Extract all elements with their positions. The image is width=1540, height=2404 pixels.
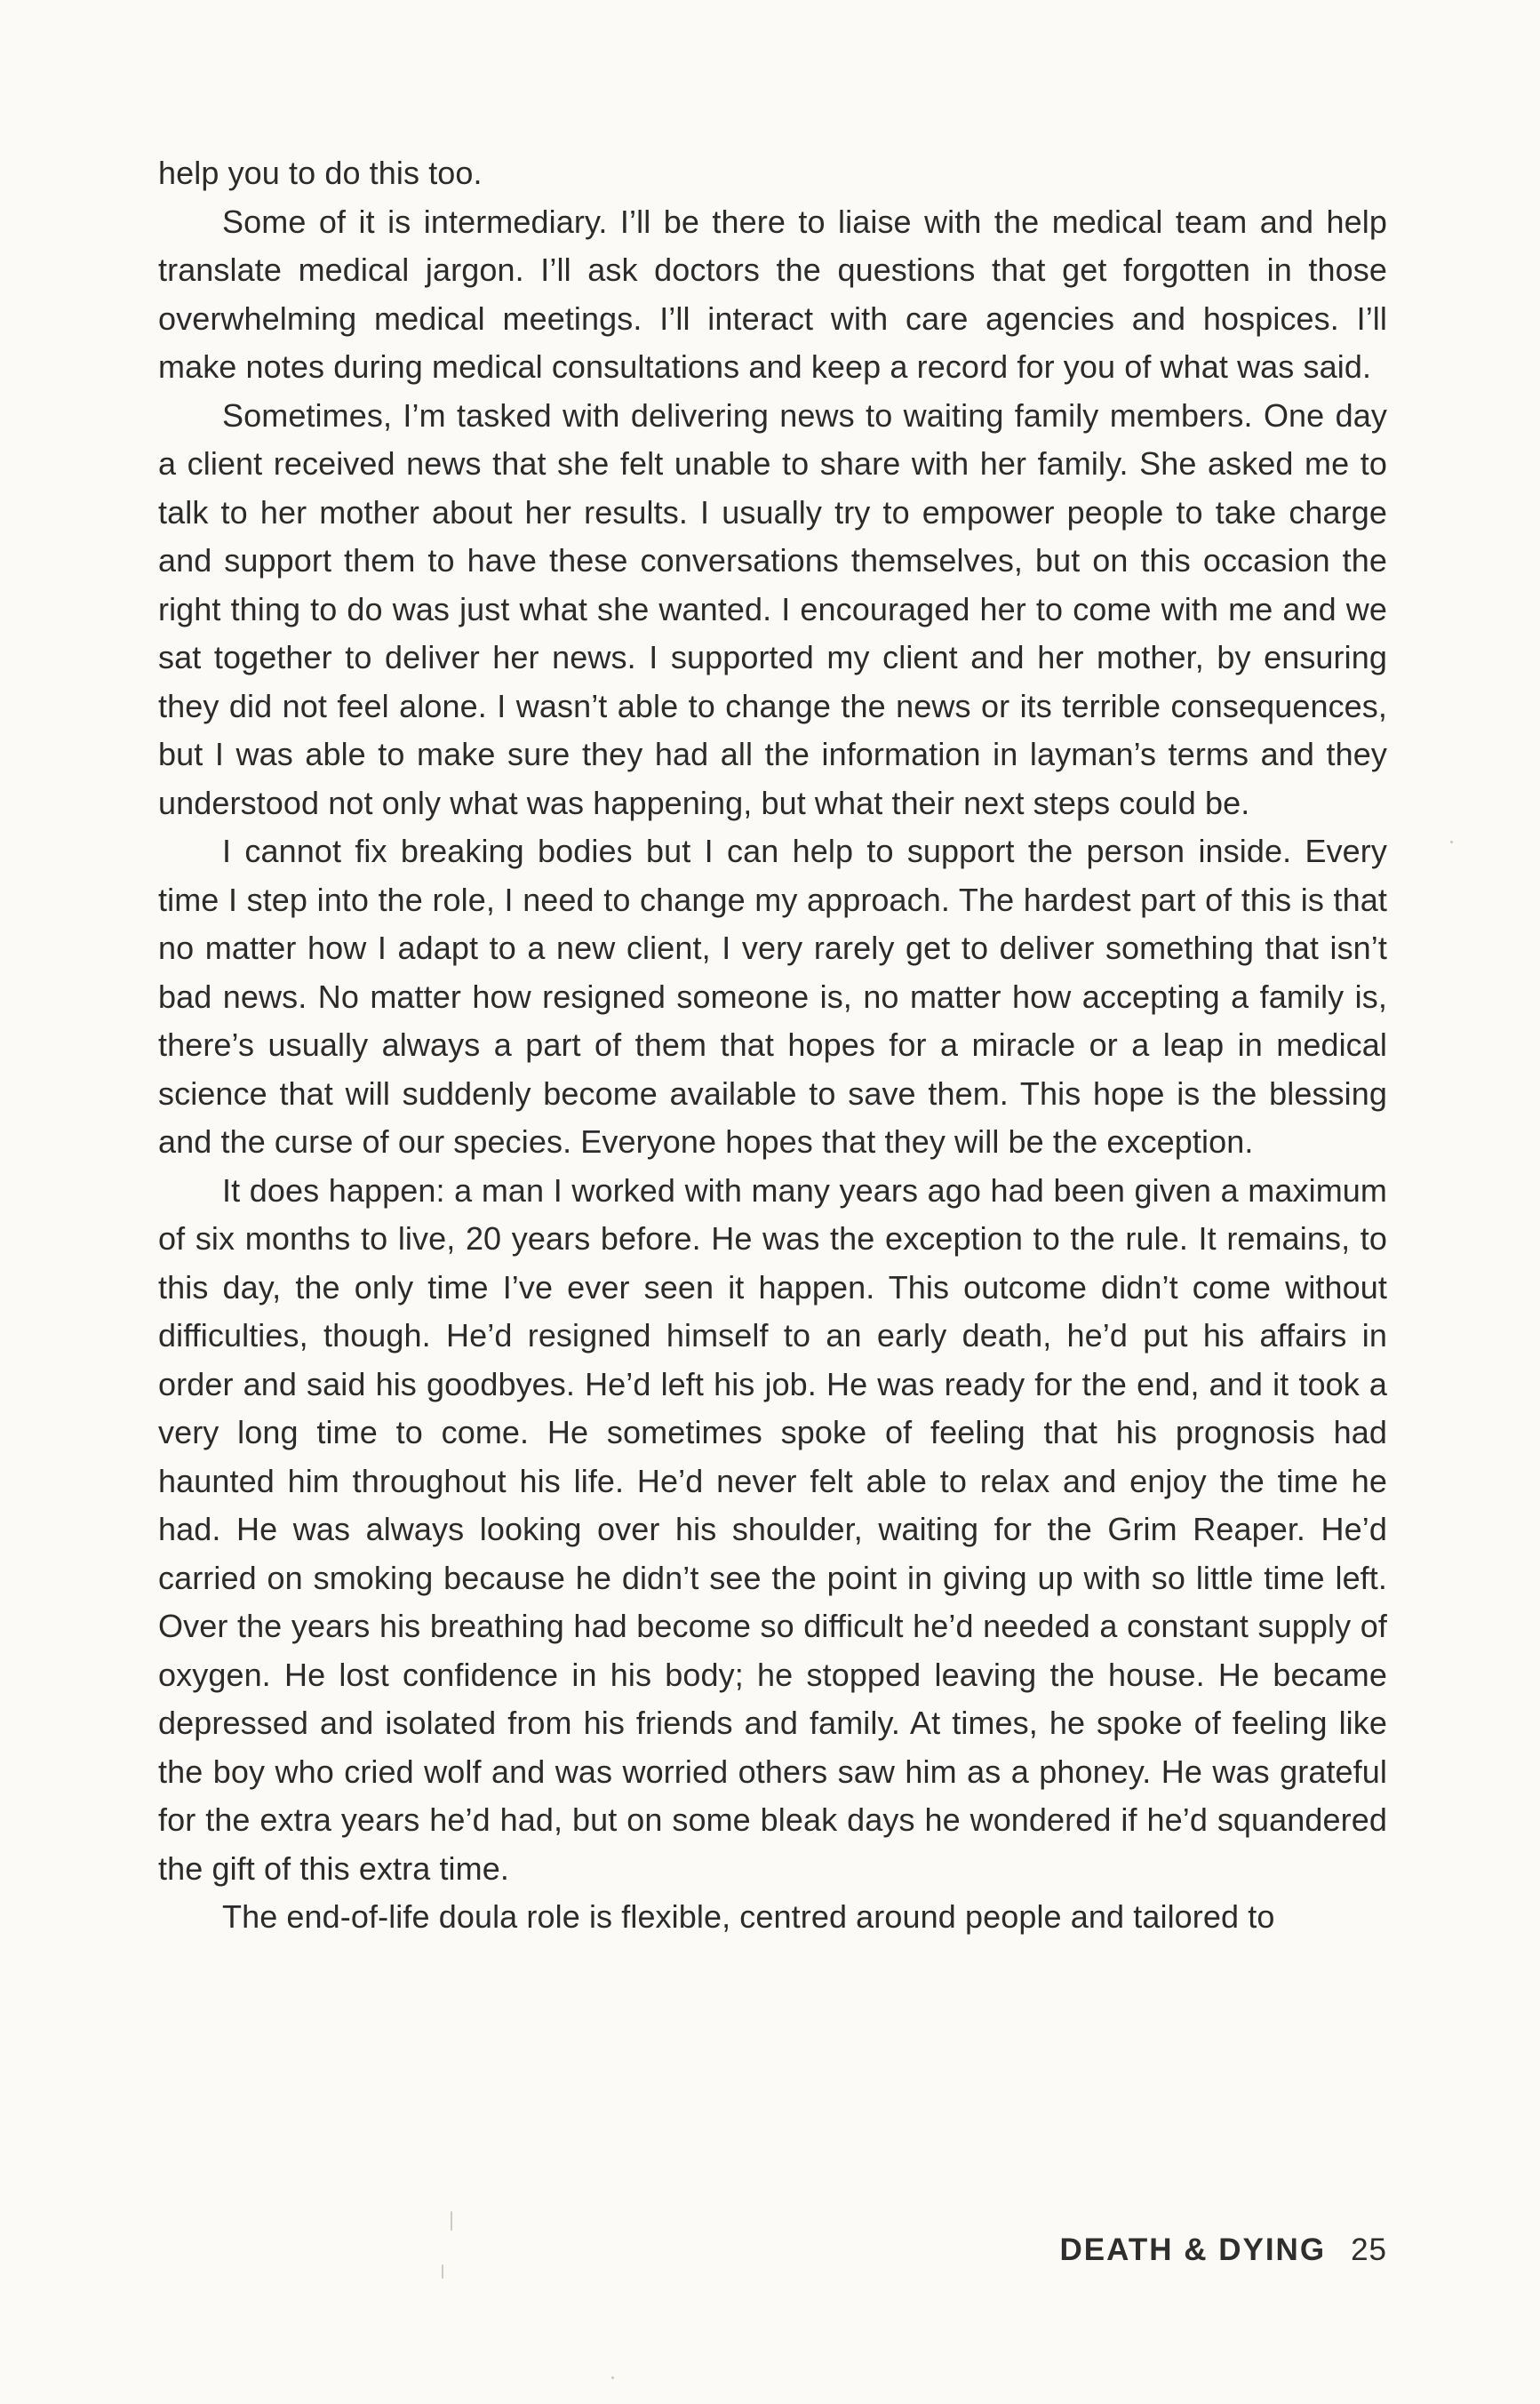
scan-speck [451,2211,452,2231]
paragraph-intermediary: Some of it is intermediary. I’ll be there to liaise with the medical team and help translate medical jargon. I’ll ask doctors the questions that get forgotten in those overwhelming medical meetings. I’ll interact with care agencies and hospices. I’ll make notes during medical consultations and keep a record for you of what was said. [158,203,1387,385]
scan-speck [442,2264,443,2279]
scan-speck [1450,841,1453,843]
paragraph-exception: It does happen: a man I worked with many years ago had been given a maximum of six months to live, 20 years before. He was the exception to the rule. It remains, to this day, the only time I’ve ever seen it happen. This outcome didn’t come without difficulties, though. He’d resigned himself to an early death, he’d put his affairs in order and said his goodbyes. He’d left his job. He was ready for the end, and it took a very long time to come. He sometimes spoke of feeling that his prognosis had haunted him throughout his life. He’d never felt able to relax and enjoy the time he had. He was always looking over his shoulder, waiting for the Grim Reaper. He’d carried on smoking because he didn’t see the point in giving up with so little time left. Over the years his breathing had become so difficult he’d needed a constant supply of oxygen. He lost confidence in his body; he stopped leaving the house. He became depressed and isolated from his friends and family. At times, he spoke of feeling like the boy who cried wolf and was worried others saw him as a phoney. He was grateful for the extra years he’d had, but on some bleak days he wondered if he’d squandered the gift of this extra time. [158,1171,1387,1887]
body-text [158,149,1387,1942]
paragraph-doula-role: The end-of-life doula role is flexible, centred around people and tailored to [222,1898,1275,1935]
paragraph-continuation: help you to do this too. [158,155,483,191]
page-number: 25 [1351,2232,1387,2267]
paragraph-delivering-news: Sometimes, I’m tasked with delivering news to waiting family members. One day a client received news that she felt unable to share with her family. She asked me to talk to her mother about her results. I usually try to empower people to take charge and support them to have these conversations themselves, but on this occasion the right thing to do was just what she wanted. I encouraged her to come with me and we sat together to deliver her news. I supported my client and her mother, by ensuring they did not feel alone. I wasn’t able to change the news or its terrible consequences, but I was able to make sure they had all the information in layman’s terms and they understood not only what was happening, but what their next steps could be. [158,396,1387,821]
running-footer [1060,2232,1387,2268]
section-title: DEATH & DYING [1059,2232,1327,2267]
scan-speck [611,2376,614,2379]
paragraph-support-person: I cannot fix breaking bodies but I can help to support the person inside. Every time I step into the role, I need to change my approach. The hardest part of this is that no matter how I adapt to a new client, I very rarely get to deliver something that isn’t bad news. No matter how resigned someone is, no matter how accepting a family is, there’s usually always a part of them that hopes for a miracle or a leap in medical science that will suddenly become available to save them. This hope is the blessing and the curse of our species. Everyone hopes that they will be the exception. [158,833,1387,1160]
